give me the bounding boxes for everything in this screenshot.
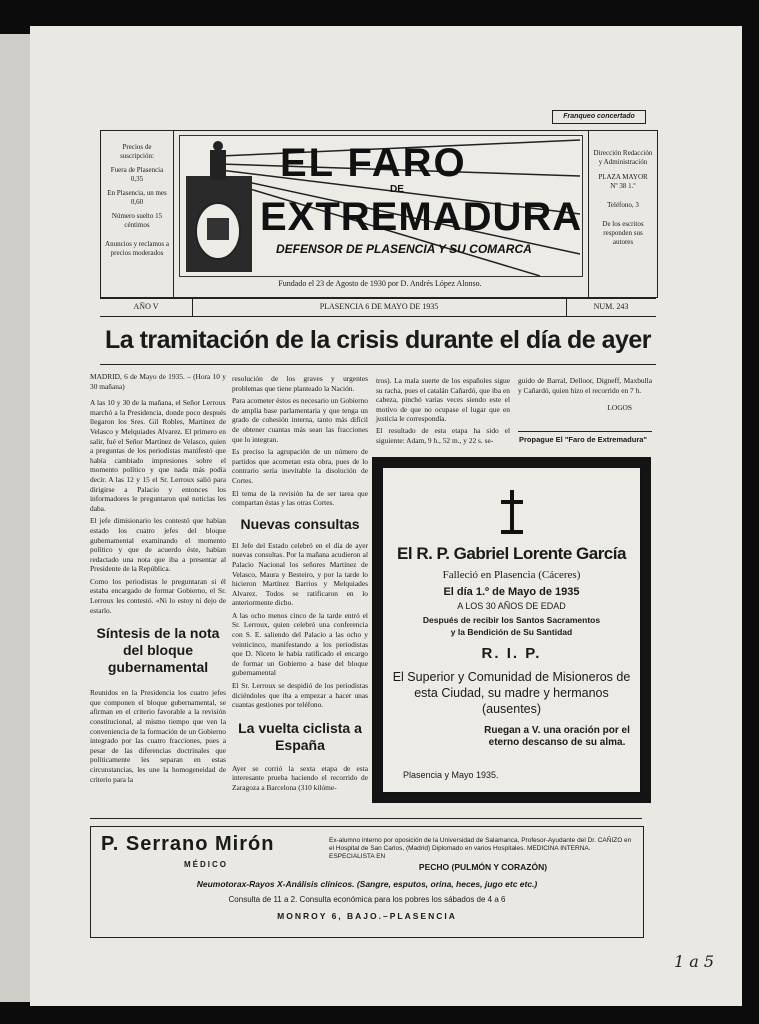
col4-signature: LOGOS bbox=[607, 403, 632, 413]
adjacent-page-edge bbox=[0, 34, 30, 1002]
col3-p1: tros). La mala suerte de los españoles sigue su racha, pues el catalán Cañardó, que iba en cabeza, pinchó varias veces siendo este el motivo de que no ocupase el lugar que en justicia le correspondía. bbox=[376, 376, 510, 424]
masthead bbox=[100, 130, 658, 298]
ad-medico: MÉDICO bbox=[184, 860, 228, 869]
issue-number: NUM. 243 bbox=[593, 302, 629, 311]
col2-p6: A las ocho menos cinco de la tarde entró el Sr. Lerroux, quien celebró una conferencia con S. E. saliendo del Palacio a las ocho y veinticinco, manifestando a los periodistas que D. Niceto le había ratificado el encargo de formar un Gobierno a base del bloque gubernamental bbox=[232, 610, 368, 678]
obit-line2: El día 1.º de Mayo de 1935 bbox=[443, 586, 580, 598]
col2-heading-vuelta: La vuelta ciclista a España bbox=[238, 719, 362, 753]
col2-p2: Para acometer éstos es necesario un Gobierno de amplia base parlamentaria y que tenga un grado de cohesión interna, tanto más difícil de obtener cuantas más sean las fracciones que lo integran. bbox=[232, 396, 368, 444]
ad-address: MONROY 6, BAJO.–PLASENCIA bbox=[277, 911, 457, 921]
title-de: DE bbox=[390, 184, 404, 195]
col2-p7: El Sr. Lerroux se despidió de los periodistas diciéndoles que iba a empezar a hacer unas cuantas gestiones por teléfono. bbox=[232, 681, 368, 710]
col2-p3: Es preciso la agrupación de un número de partidos que acometan esta obra, pues de lo contrario sería inevitable la disolución de Cortes. bbox=[232, 447, 368, 485]
ad-name: P. Serrano Mirón bbox=[101, 833, 275, 855]
col2-heading-consultas: Nuevas consultas bbox=[240, 515, 360, 532]
franqueo-label: Franqueo concertado bbox=[552, 110, 646, 124]
precio-en: En Plasencia, un mes 0,60 bbox=[107, 189, 167, 206]
founded-line: Fundado el 23 de Agosto de 1930 por D. Andrés López Alonso. bbox=[278, 279, 482, 288]
doctor-advertisement bbox=[90, 826, 644, 938]
headline: La tramitación de la crisis durante el día de ayer bbox=[104, 326, 652, 354]
precio-numero: Número suelto 15 céntimos bbox=[111, 212, 163, 229]
precio-fuera: Fuera de Plasencia 0,35 bbox=[110, 166, 164, 183]
date-label: PLASENCIA 6 DE MAYO DE 1935 bbox=[319, 302, 439, 311]
cross-icon bbox=[497, 490, 527, 540]
administration-info bbox=[593, 149, 653, 247]
column-3 bbox=[376, 376, 510, 445]
obituary-box bbox=[372, 457, 651, 803]
col1-heading: Síntesis de la nota del bloque gubernamental bbox=[96, 625, 220, 676]
obit-line1: Falleció en Plasencia (Cáceres) bbox=[442, 569, 581, 581]
obit-line8: Plasencia y Mayo 1935. bbox=[403, 770, 499, 780]
title-banner bbox=[179, 135, 583, 277]
col1-p4: Como los periodistas le preguntaran si él estaba encargado de formar Gobierno, el Sr. Lerroux les contestó. «Ni lo estoy ni dejo de estarlo. bbox=[90, 576, 226, 615]
escritos-note: De los escritos responden sus autores bbox=[602, 220, 644, 246]
obit-line3: A LOS 30 AÑOS DE EDAD bbox=[457, 601, 566, 611]
col1-p3: El jefe dimisionario les contestó que habían estado los cuatro jefes del bloque gubernamental examinando el momento político y que de acuerdo éste, habían redactado una nota que iba a presentar al Presidente de la República. bbox=[90, 516, 226, 574]
obit-name: El R. P. Gabriel Lorente García bbox=[397, 544, 626, 563]
propague-line: Propague El "Faro de Extremadura" bbox=[519, 435, 647, 444]
col2-p8: Ayer se corrió la sexta etapa de esta interesante prueba haciendo el recorrido de Zaragoza a Barcelona (310 kilóme- bbox=[232, 763, 368, 792]
obit-rip: R. I. P. bbox=[481, 645, 542, 662]
direccion: Dirección Redacción y Administración bbox=[593, 149, 653, 166]
title-line1: EL FARO bbox=[280, 141, 467, 185]
title-line2: EXTREMADURA bbox=[260, 195, 583, 239]
plaza-numero: Nº 38 1.º bbox=[610, 182, 636, 190]
precios-title: Precios de suscripción: bbox=[120, 143, 154, 160]
col1-p5: Reunidos en la Presidencia los cuatro jefes que componen el bloque gubernamental, se afirman en el criterio favorable a la revisión constitucional, al mismo tiempo que ven la conveniencia de la formación de un Gobierno integrado por las cuatro fracciones, pues a pesar de las diferencias doctrinales que políticamente les separan en estas circunstancias, les une la homogeneidad de criterio para la bbox=[90, 688, 226, 784]
column-1 bbox=[90, 372, 226, 784]
title-subtitle: DEFENSOR DE PLASENCIA Y SU COMARCA bbox=[276, 242, 532, 256]
col1-p2: A las 10 y 30 de la mañana, el Señor Lerroux marchó a la Presidencia, donde poco después llegaron los Sres. Gil Robles, Martínez de Velasco y Melquiades Alvarez. El primero en salir, fué el Señor Martínez de Velasco, quien a preguntas de los periodistas manifestó que había cambiado impresiones sobre el momento político y que nada más podía decir. A las 12 y 15 el Sr. Lerroux salió para dirigirse a Palacio y entonces los informadores le preguntaron qué noticias les daba. bbox=[90, 398, 226, 513]
ad-services: Neumotorax-Rayos X-Análisis clínicos. (Sangre, esputos, orina, heces, jugo etc etc.) bbox=[196, 879, 538, 889]
ad-pecho: PECHO (PULMÓN Y CORAZÓN) bbox=[418, 862, 548, 872]
col1-dateline: MADRID, 6 de Mayo de 1935. – (Hora 10 y 30 mañana) bbox=[90, 372, 226, 391]
col2-p5: El Jefe del Estado celebró en el día de ayer nuevas consultas. Por la mañana acudieron al Palacio Nacional los señores Martínez de Velasco, Maura y Besteiro, y por la tarde lo hicieron Martínez Barrios y Melquiades Alvarez. Todos se ratificaron en lo anteriormente dicho. bbox=[232, 540, 368, 608]
precio-anuncios: Anuncios y reclamos a precios moderados bbox=[105, 240, 169, 257]
telefono: Teléfono, 3 bbox=[607, 201, 639, 209]
column-2 bbox=[232, 374, 368, 793]
obit-line7: Ruegan a V. una oración por el eterno descanso de su alma. bbox=[484, 725, 630, 748]
obituary-inner bbox=[382, 467, 641, 793]
ad-consulta: Consulta de 11 a 2. Consulta económica para los pobres los sábados de 4 a 6 bbox=[228, 895, 506, 904]
handwritten-note: 1 a 5 bbox=[674, 952, 715, 971]
col4-p1: guido de Barral, Delloor, Digneff, Maxbulla y Cañardó, quien hizo el recorrido en 7 h. bbox=[518, 376, 652, 395]
obit-line5: y la Bendición de Su Santidad bbox=[450, 627, 573, 637]
ad-bio: Ex-alumno interno por oposición de la Universidad de Salamanca, Profesor-Ayudante del Dr. CAÑIZO en el Hospital de San Carlos, (Madrid) Diplomado en varios Hospitales. MEDICINA INTERNA. ESPECIALISTA EN bbox=[329, 837, 632, 860]
obit-line4: Después de recibir los Santos Sacramentos bbox=[422, 615, 601, 625]
column-4 bbox=[518, 376, 652, 413]
subscription-prices bbox=[105, 143, 169, 258]
col3-p2: El resultado de esta etapa ha sido el siguiente: Adam, 9 h., 52 m., y 22 s. se- bbox=[376, 425, 510, 445]
col2-p1: resolución de los graves y urgentes problemas que tiene planteado la Nación. bbox=[232, 374, 368, 393]
col2-p4: El tema de la revisión ha de ser tarea que compartan éstas y las otras Cortes. bbox=[232, 488, 368, 508]
obit-line6: El Superior y Comunidad de Misioneros de esta Ciudad, su madre y hermanos (ausentes) bbox=[392, 670, 631, 716]
plaza: PLAZA MAYOR bbox=[598, 173, 648, 181]
year-label: AÑO V bbox=[133, 302, 159, 311]
